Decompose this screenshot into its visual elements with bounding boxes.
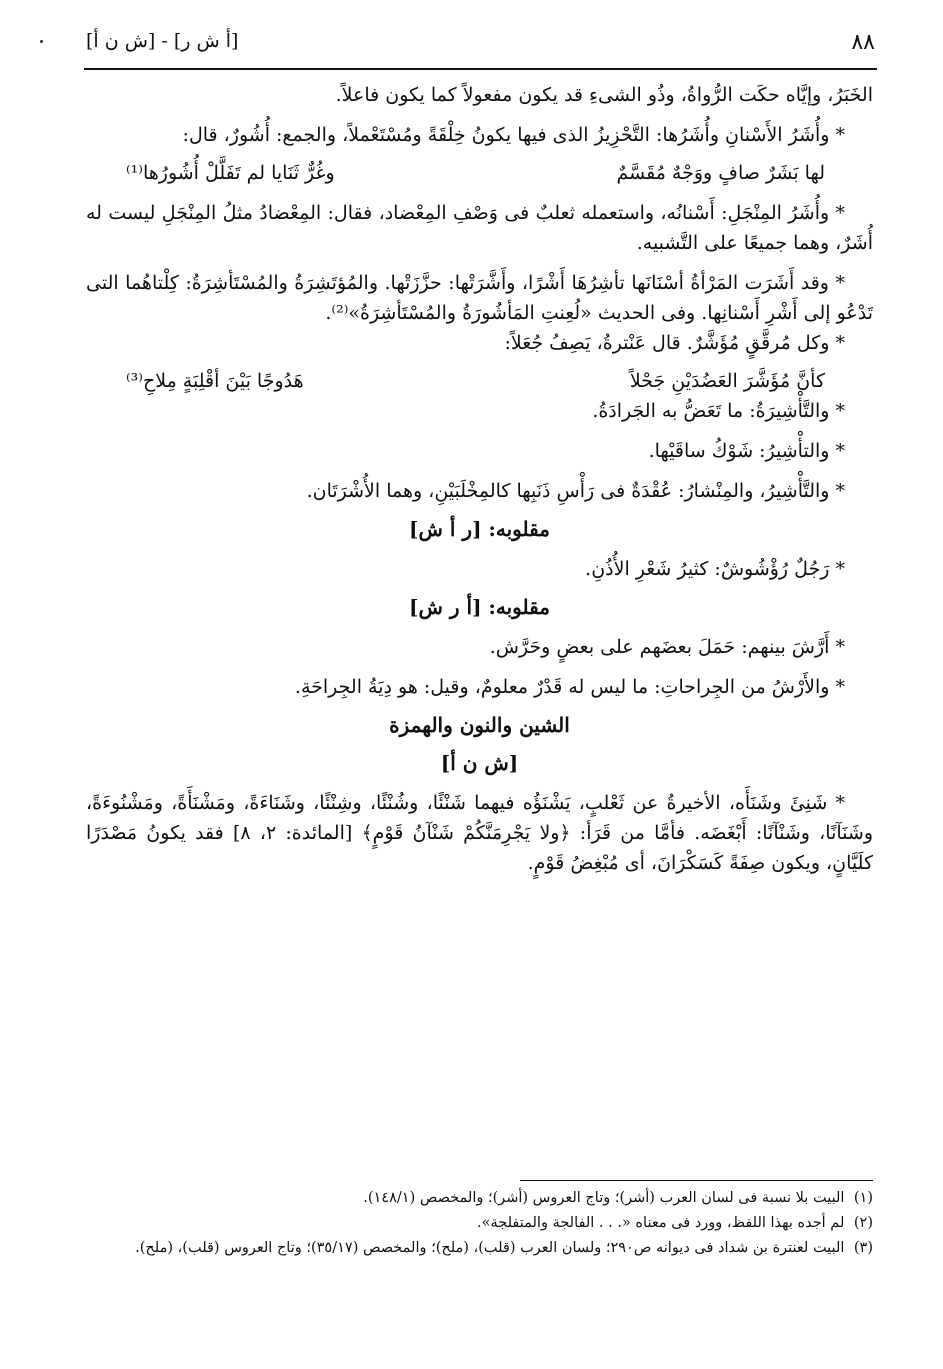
section-heading: مقلوبه: [ر أ ش]: [409, 517, 550, 541]
chapter-heading: الشين والنون والهمزة: [389, 713, 570, 737]
verse-hemistich-second: هَدُوجًا بَيْنَ أقْلِبَةٍ مِلاحِ⁽³⁾: [126, 370, 304, 392]
root-heading: [ش ن أ]: [440, 751, 519, 775]
paragraph: * والتَّأْشِيرَةُ: ما تَعَضُّ به الجَرادَةُ.: [592, 400, 845, 422]
verse-line: [86, 158, 873, 188]
paragraph: * والأَرْشُ من الجِراحاتِ: ما ليس له قَدْرٌ معلومٌ، وقيل: هو دِيَةُ الجِراحَةِ.: [294, 676, 845, 698]
footnote-number: (٣): [853, 1240, 873, 1256]
main-text: [86, 80, 873, 878]
paragraph: * شَنِئَ وشَنَأَه، الأخيرةُ عن ثَعْلبٍ، يَشْنَؤُه فيهما شَنْئًا، وشُنْئًا، وشِنْئًا، وشَنَاءَةً، ومَشْنَأَةً، ومَشْنُوءَةً، وشَنَآنًا، وشَنْآنًا: أَبْغَضَه. فأمَّا من قَرَأ: ﴿ولا يَجْرِمَنَّكُمْ شَنْآنُ قَوْمٍ﴾ [المائدة: ٢، ٨] فقد يكونُ مَصْدَرًا كلَيَّانٍ، ويكون صِفَةً كَسَكْرَانَ، أى مُبْغِضُ قَوْمٍ.: [86, 792, 874, 874]
paragraph: * والتَّأْشِيرُ، والمِنْشارُ: عُقْدَةٌ فى رَأْسِ ذَنَبِها كالمِخْلَبَيْنِ، وهما الأُشْرَتَان.: [306, 480, 845, 502]
header-rule: [84, 68, 877, 70]
paragraph: * وأُشَرُ الأَسْنانِ وأُشَرُها: التَّحْزِيزُ الذى فيها يكونُ خِلْقَةً ومُسْتَعْملاً، والجمع: أُشُورٌ، قال:: [182, 124, 845, 146]
section-heading: مقلوبه: [أ ر ش]: [409, 595, 550, 619]
footnote-text: لم أجده بهذا اللفظ، وورد فى معناه «. . . الفالجة والمتفلجة».: [476, 1215, 845, 1231]
verse-hemistich-second: وغُرٌّ ثَنَايا لم تَفَلَّلْ أُشُورُها⁽¹⁾: [126, 162, 335, 184]
paragraph: * وقد أَشَرَت المَرْأةُ أسْنَانَها تأشِرُهَا أَشْرًا، وأَشَّرَتْها: حزَّزَتْها. والمُؤتَشِرَةُ والمُسْتَأشِرَةُ: كِلْتاهُما التى تَدْعُو إلى أَشْرِ أَسْنانِها. وفى الحديث «لُعِنتِ المَأشُورَةُ والمُسْتَأشِرَةُ»⁽²⁾.: [86, 272, 873, 324]
footnote-rule: [520, 1180, 873, 1181]
running-head: [أ ش ر] - [ش ن أ]: [86, 30, 239, 52]
footnote-number: (٢): [853, 1215, 873, 1231]
paragraph: * والتأْشِيرُ: شَوْكُ ساقَيْها.: [648, 440, 845, 462]
footnote: [86, 1236, 873, 1261]
footnote: [86, 1211, 873, 1236]
paragraph: * أَرَّشَ بينهم: حَمَلَ بعضَهم على بعضٍ وحَرَّش.: [489, 636, 845, 658]
paragraph: * وأُشَرُ المِنْجَلِ: أَسْنانُه، واستعمله ثعلبٌ فى وَصْفِ المِعْضاد، فقال: المِعْضادُ مثلُ المِنْجَلِ ليست له أُشَرٌ، وهما جميعًا على التَّشبيه.: [86, 202, 873, 254]
page-number: ٨٨: [851, 30, 875, 55]
footnote-number: (١): [853, 1190, 873, 1206]
scan-speck: [40, 40, 43, 43]
paragraph: الخَبَرُ، وإيَّاه حكَت الرُّواةُ، وذُو الشىءِ قد يكون مفعولاً كما يكون فاعلاً.: [335, 84, 873, 106]
paragraph: * رَجُلٌ رُؤْشُوشٌ: كثيرُ شَعْرِ الأُذُنِ.: [585, 558, 845, 580]
footnotes: [86, 1186, 873, 1261]
paragraph: * وكل مُرقَّقٍ مُؤَشَّرٌ. قال عَنْترةُ، يَصِفُ جُعَلاً:: [504, 332, 845, 354]
footnote-text: البيت بلا نسبة فى لسان العرب (أشر)؛ وتاج العروس (أشر)؛ والمخصص (١٤٨/١).: [363, 1190, 845, 1206]
verse-hemistich-first: كأنَّ مُؤَشَّرَ العَضُدَيْنِ جَحْلاً: [629, 370, 825, 392]
footnote: [86, 1186, 873, 1211]
verse-line: [86, 366, 873, 396]
verse-hemistich-first: لها بَشَرٌ صافٍ ووَجْهٌ مُقَسَّمٌ: [616, 162, 825, 184]
footnote-text: البيت لعنترة بن شداد فى ديوانه ص٢٩٠؛ ولسان العرب (قلب)، (ملح)؛ والمخصص (٣٥/١٧)؛ وتاج العروس (قلب)، (ملح).: [135, 1240, 845, 1256]
